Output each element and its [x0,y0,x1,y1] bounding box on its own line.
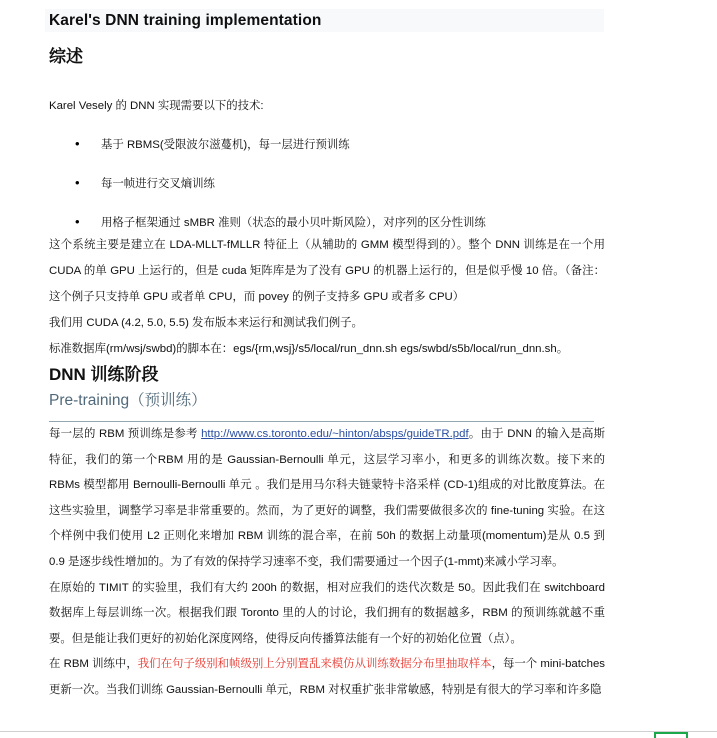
overview-paragraph-1: 这个系统主要是建立在 LDA-MLLT-fMLLR 特征上（从辅助的 GMM 模型得到的）。整个 DNN 训练是在一个用 CUDA 的单 GPU 上运行的，但是 cuda 矩阵库是为了没有 GPU 的机器上运行的，但是似乎慢 10 倍。（备注：这个例子只支持单 GPU 或者单 CPU，而 povey 的例子支持多 GPU 或者多 CPU） [49,239,605,303]
heading-overview: 综述 [49,47,83,66]
heading-training-phase: DNN 训练阶段 [49,365,159,384]
paragraph-text-after-highlight: ，每一个 mini-batches 更新一次。当我们训练 Gaussian-Bernoulli 单元，RBM 对权重扩张非常敏感，特别是有很大的学习率和许多隐 [49,658,605,696]
paragraph-text-after-link: 。由于 DNN 的输入是高斯特征，我们的第一个RBM 用的是 Gaussian-Bernoulli 单元，这层学习率小，和更多的训练次数。接下来的 RBMs 模型都用 Bernoulli-Bernoulli 单元 。我们是用马尔科夫链蒙特卡洛采样 (CD-1)组成的对比散度算法。在这些实验里，调整学习率是非常重要的。然而，为了更好的调整，我们需要做很多次的 fine-tuning 实验。在这个样例中我们使用 L2 正则化来增加 RBM 训练的混合率，在前 50h 的数据上动量项(momentum)是从 0.5 到 0.9 是逐步线性增加的。为了有效的保持学习速率不变，我们需要通过一个因子(1-mmt)来减小学习率。 [49,428,605,568]
paragraph-text-before-highlight: 在 RBM 训练中， [49,658,138,671]
list-item: • 基于 RBMS(受限波尔滋蔓机)，每一层进行预训练 [49,136,605,154]
overview-paragraph-3: 标准数据库(rm/wsj/swbd)的脚本在：egs/{rm,wsj}/s5/local/run_dnn.sh egs/swbd/s5b/local/run_dnn.sh。 [49,343,569,355]
pretraining-paragraph-2: 在原始的 TIMIT 的实验里，我们有大约 200h 的数据，相对应我们的迭代次数是 50。因此我们在 switchboard 数据库上每层训练一次。根据我们跟 Toronto 里的人的讨论，我们拥有的数据越多，RBM 的预训练就越不重要。但是能让我们更好的初始化深度网络，使得反向传播算法能有一个好的初始化位置（点）。 [49,581,605,645]
heading-pre-training: Pre-training（预训练） [49,392,207,409]
guide-tr-pdf-link[interactable]: http://www.cs.toronto.edu/~hinton/absps/guideTR.pdf [201,428,469,440]
progress-indicator-fragment [654,732,688,738]
overview-lead-text: Karel Vesely 的 DNN 实现需要以下的技术: [49,100,264,112]
page-title: Karel's DNN training implementation [49,12,322,29]
pretraining-paragraph-1 [49,422,605,576]
pretraining-paragraph-3 [49,652,605,703]
overview-bullet-list [49,136,605,232]
list-item: • 每一帧进行交叉熵训练 [49,175,605,193]
highlighted-red-text: 我们在句子级别和帧级别上分别置乱来模仿从训练数据分布里抽取样本 [137,658,492,671]
document-content [49,44,605,704]
viewport-bottom-divider [0,731,717,732]
list-item: • 用格子框架通过 sMBR 准则（状态的最小贝叶斯风险），对序列的区分性训练 [49,214,605,232]
paragraph-text-before-link: 每一层的 RBM 预训练是参考 [49,428,202,440]
overview-paragraph-2: 我们用 CUDA (4.2, 5.0, 5.5) 发布版本来运行和测试我们例子。 [49,317,363,329]
